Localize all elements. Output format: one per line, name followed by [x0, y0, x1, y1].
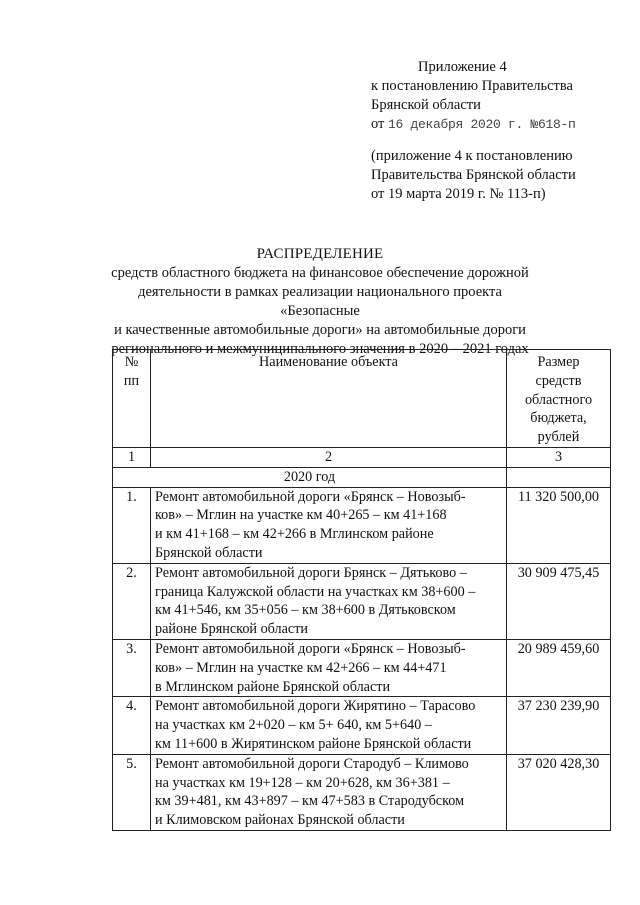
previous-line-1: (приложение 4 к постановлению	[371, 148, 573, 164]
heading-line-1: средств областного бюджета на финансовое обеспечение дорожной	[111, 265, 529, 281]
distribution-table	[112, 349, 611, 831]
object-amount: 11 320 500,00	[507, 487, 611, 563]
object-amount: 30 909 475,45	[507, 563, 611, 639]
header-object-name: Наименование объекта	[151, 350, 507, 448]
appendix-header	[371, 58, 576, 134]
heading-line-3: и качественные автомобильные дороги» на автомобильные дороги	[114, 322, 526, 338]
header-amount: Размер средств областного бюджета, рублей	[507, 350, 611, 448]
heading-line-4: регионального и межмуниципального значения в 2020 – 2021 годах	[111, 341, 529, 357]
document-heading	[100, 245, 540, 359]
object-amount: 37 020 428,30	[507, 754, 611, 830]
table-row: 5. Ремонт автомобильной дороги Стародуб – Климово на участках км 19+128 – км 20+628, км 36+381 – км 39+481, км 43+897 – км 47+583 в Стародубском и Климовском районах Брянской области 37 020 428,30	[113, 754, 611, 830]
object-name: Ремонт автомобильной дороги «Брянск – Новозыб- ков» – Мглин на участке км 40+265 – км 41+168 и км 41+168 – км 42+266 в Мглинском районе Брянской области	[151, 487, 507, 563]
object-name: Ремонт автомобильной дороги Жирятино – Тарасово на участках км 2+020 – км 5+ 640, км 5+640 – км 11+600 в Жирятинском районе Брянской области	[151, 697, 507, 754]
heading-title: РАСПРЕДЕЛЕНИЕ	[256, 246, 384, 262]
table-row: 3. Ремонт автомобильной дороги «Брянск – Новозыб- ков» – Мглин на участке км 42+266 – км 44+471 в Мглинском районе Брянской области 20 989 459,60	[113, 639, 611, 696]
object-name: Ремонт автомобильной дороги «Брянск – Новозыб- ков» – Мглин на участке км 42+266 – км 44+471 в Мглинском районе Брянской области	[151, 639, 507, 696]
object-name: Ремонт автомобильной дороги Брянск – Дятьково – граница Калужской области на участках км 38+600 – км 41+546, км 35+056 – км 38+600 в Дятьковском районе Брянской области	[151, 563, 507, 639]
appendix-date-prefix: от	[371, 116, 385, 132]
appendix-line-2: к постановлению Правительства	[371, 78, 573, 94]
previous-line-2: Правительства Брянской области	[371, 167, 576, 183]
appendix-line-3: Брянской области	[371, 97, 481, 113]
appendix-title: Приложение 4	[418, 59, 507, 75]
previous-line-3: от 19 марта 2019 г. № 113-п)	[371, 186, 546, 202]
table-row: 1. Ремонт автомобильной дороги «Брянск – Новозыб- ков» – Мглин на участке км 40+265 – км 41+168 и км 41+168 – км 42+266 в Мглинском районе Брянской области 11 320 500,00	[113, 487, 611, 563]
table-header-row	[113, 350, 611, 448]
year-label: 2020 год	[113, 467, 507, 487]
appendix-date-line	[371, 115, 576, 134]
table-row: 4. Ремонт автомобильной дороги Жирятино – Тарасово на участках км 2+020 – км 5+ 640, км 5+640 – км 11+600 в Жирятинском районе Брянской области 37 230 239,90	[113, 697, 611, 754]
table-year-row	[113, 467, 611, 487]
appendix-date-number: 16 декабря 2020 г. №618-п	[388, 117, 576, 132]
object-amount: 37 230 239,90	[507, 697, 611, 754]
heading-line-2: деятельности в рамках реализации национального проекта «Безопасные	[138, 284, 502, 319]
object-amount: 20 989 459,60	[507, 639, 611, 696]
table-index-row: 1 2 3	[113, 447, 611, 467]
object-name: Ремонт автомобильной дороги Стародуб – Климово на участках км 19+128 – км 20+628, км 36+381 – км 39+481, км 43+897 – км 47+583 в Стародубском и Климовском районах Брянской области	[151, 754, 507, 830]
header-number: № пп	[113, 350, 151, 448]
previous-appendix-note	[371, 147, 576, 204]
table-row: 2. Ремонт автомобильной дороги Брянск – Дятьково – граница Калужской области на участках км 38+600 – км 41+546, км 35+056 – км 38+600 в Дятьковском районе Брянской области 30 909 475,45	[113, 563, 611, 639]
